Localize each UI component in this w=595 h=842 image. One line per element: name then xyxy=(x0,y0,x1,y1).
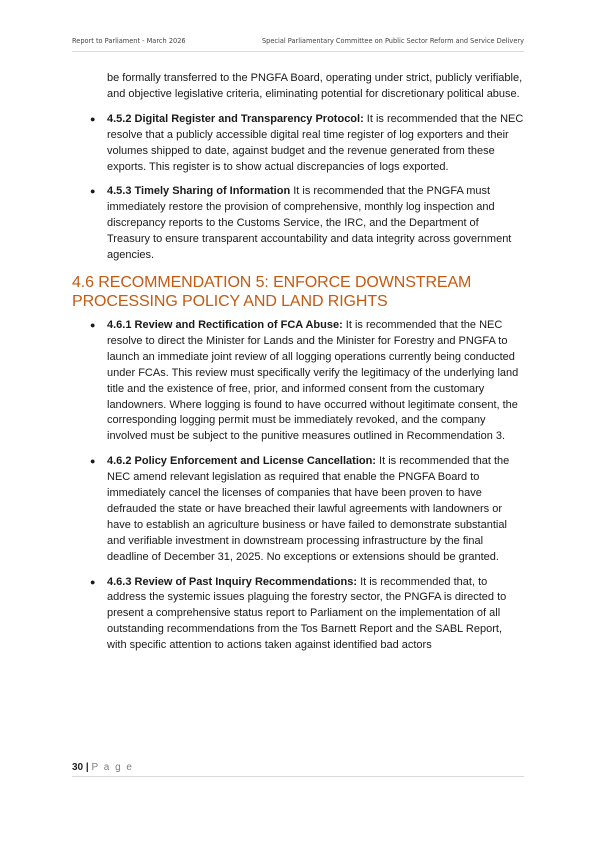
section-heading: 4.6 RECOMMENDATION 5: ENFORCE DOWNSTREAM PROCESSING POLICY AND LAND RIGHTS xyxy=(72,273,472,311)
page-label: P a g e xyxy=(91,762,134,773)
item-title: 4.6.3 Review of Past Inquiry Recommendations: xyxy=(107,575,358,588)
continuation-paragraph: be formally transferred to the PNGFA Board, operating under strict, publicly verifiable, and objective legislative criteria, eliminating potential for discretionary political abuse. xyxy=(107,72,523,100)
header-right: Special Parliamentary Committee on Public Sector Reform and Service Delivery xyxy=(261,37,524,45)
list-item xyxy=(72,575,524,655)
list-item xyxy=(72,318,524,445)
item-text: It is recommended that the NEC resolve that a publicly accessible digital real time register of log exporters and their volumes shipped to date, against budget and the revenue generated from these exports. This register is to show actual discrepancies of logs exported. xyxy=(107,112,524,173)
item-text: It is recommended that the NEC amend relevant legislation as required that enable the PNGFA Board to immediately cancel the licenses of companies that have been proven to have defrauded the state or have breached their lawful agreements with landowners or have to establish an agriculture business or have failed to demonstrate substantial and verifiable investment in downstream processing infrastructure by the final deadline of December 31, 2025. No exceptions or extensions should be granted. xyxy=(107,455,510,563)
header-left: Report to Parliament - March 2026 xyxy=(72,37,186,45)
page-footer xyxy=(72,762,134,773)
page-number: 30 xyxy=(72,762,84,773)
bullet-icon: ● xyxy=(90,186,96,197)
item-title: 4.5.3 Timely Sharing of Information xyxy=(107,185,291,198)
footer-separator: | xyxy=(83,762,92,773)
item-text: It is recommended that the PNGFA must immediately restore the provision of comprehensive, monthly log inspection and discrepancy reports to the Customs Service, the IRC, and the Department of Treasury to ensure transparent accountability and data integrity across government agencies. xyxy=(107,185,512,262)
bullet-icon: ● xyxy=(90,319,96,330)
list-item xyxy=(72,184,524,264)
item-text: It is recommended that, to address the systemic issues plaguing the forestry sector, the PNGFA is directed to present a comprehensive status report to Parliament on the implementation of all outstanding recommendations from the Tos Barnett Report and the SABL Report, with specific attention to actions taken against identified bad actors xyxy=(107,575,507,652)
running-header xyxy=(72,37,524,49)
bullet-icon: ● xyxy=(90,113,96,124)
list-item xyxy=(72,454,524,565)
page-body xyxy=(72,71,524,663)
footer-divider xyxy=(72,776,524,777)
list-item xyxy=(72,112,524,176)
bullet-icon: ● xyxy=(90,456,96,467)
recommendation-list-4-6 xyxy=(72,318,524,654)
item-text: It is recommended that the NEC resolve to direct the Minister for Lands and the Minister for Forestry and PNGFA to launch an immediate joint review of all logging operations currently being conducted under FCAs. This review must specifically verify the legitimacy of the underlying land title and the existence of free, prior, and informed consent from the customary landowners. Where logging is found to have occurred without legitimate consent, the corresponding logging permit must be immediately revoked, and the company involved must be subject to the punitive measures outlined in Recommendation 3. xyxy=(107,318,519,443)
bullet-icon: ● xyxy=(90,576,96,587)
item-title: 4.6.1 Review and Rectification of FCA Abuse: xyxy=(107,318,343,331)
header-divider xyxy=(72,51,524,52)
recommendation-list-4-5 xyxy=(72,112,524,264)
item-title: 4.6.2 Policy Enforcement and License Cancellation: xyxy=(107,455,376,468)
item-title: 4.5.2 Digital Register and Transparency Protocol: xyxy=(107,112,364,125)
